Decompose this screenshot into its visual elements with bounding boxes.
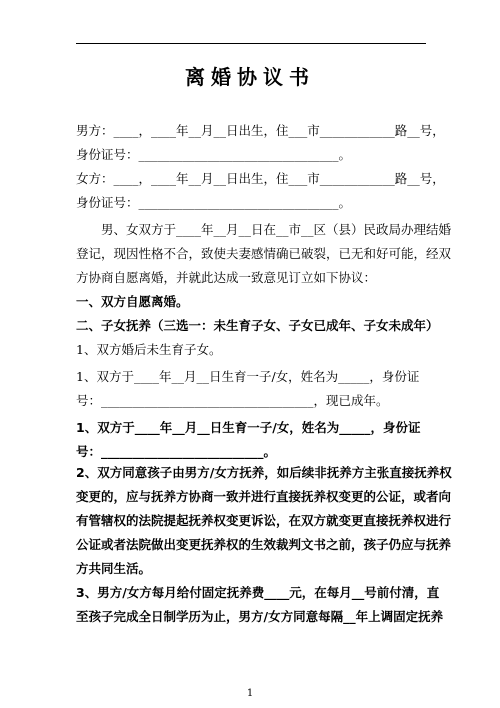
husband-info-line: 男方：____，____年__月__日出生，住___市____________路__号， xyxy=(76,123,445,138)
support-line-1: 3、男方/女方每月给付固定抚养费____元，在每月__号前付清，直 xyxy=(76,585,440,600)
section-2-heading: 二、子女抚养（三选一：未生育子女、子女已成年、子女未成年） xyxy=(76,318,439,333)
custody-line-1: 2、双方同意孩子由男方/女方抚养，如后续非抚养方主张直接抚养权 xyxy=(76,465,452,480)
option-no-children: 1、双方婚后未生育子女。 xyxy=(76,342,222,357)
header-rule xyxy=(76,43,426,44)
custody-line-2: 变更的，应与抚养方协商一致并进行直接抚养权变更的公证，或者向 xyxy=(76,489,452,504)
preamble-line-2: 登记，现因性格不合，致使夫妻感情确已破裂，已无和好可能，经双 xyxy=(76,246,452,261)
option-adult-child-line-2: 号：__________________________________，现已成年。 xyxy=(76,393,389,408)
document-title: 离婚协议书 xyxy=(185,65,315,89)
custody-line-5: 方共同生活。 xyxy=(76,561,152,576)
custody-line-4: 公证或者法院做出变更抚养权的生效裁判文书之前，孩子仍应与抚养 xyxy=(76,537,452,552)
preamble-line-1: 男、女双方于____年__月__日在__市__区（县）民政局办理结婚 xyxy=(76,222,452,237)
preamble-line-3: 方协商自愿离婚，并就此达成一致意见订立如下协议： xyxy=(76,270,377,285)
wife-info-line: 女方：____，____年__月__日出生，住___市____________路__号， xyxy=(76,171,445,186)
page-number: 1 xyxy=(246,688,254,699)
section-1-heading: 一、双方自愿离婚。 xyxy=(76,294,189,309)
custody-line-3: 有管辖权的法院提起抚养权变更诉讼，在双方就变更直接抚养权进行 xyxy=(76,513,452,528)
option-adult-child-line-1: 1、双方于____年__月__日生育一子/女，姓名为_____，身份证 xyxy=(76,369,420,384)
option-minor-child-line-2: 号：__________________________。 xyxy=(76,444,277,459)
support-line-2: 至孩子完成全日制学历为止，男方/女方同意每隔__年上调固定抚养 xyxy=(76,609,444,624)
wife-id-line: 身份证号：________________________________。 xyxy=(76,195,352,210)
husband-id-line: 身份证号：________________________________。 xyxy=(76,147,352,162)
option-minor-child-line-1: 1、双方于____年__月__日生育一子/女，姓名为_____，身份证 xyxy=(76,420,421,435)
